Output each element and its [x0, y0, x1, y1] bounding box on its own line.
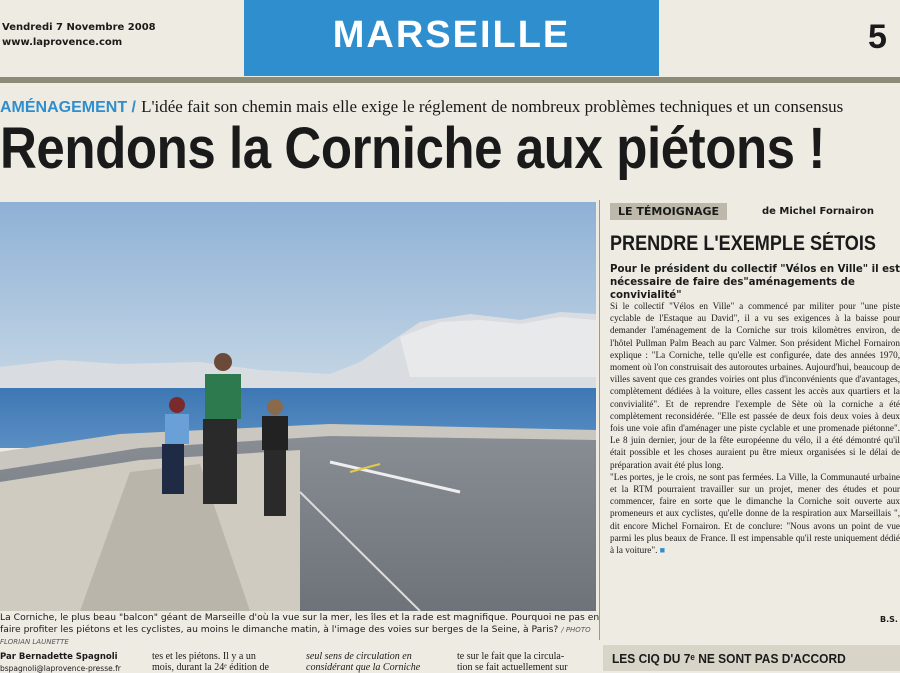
photo-caption [0, 612, 600, 648]
bottom-box-title: LES CIQ DU 7ᵉ NE SONT PAS D'ACCORD [612, 651, 846, 666]
website-url: www.laprovence.com [2, 37, 123, 48]
section-banner [244, 0, 659, 76]
sidebar-title: PRENDRE L'EXEMPLE SÉTOIS [610, 232, 876, 255]
sidebar-tag: LE TÉMOIGNAGE [610, 203, 727, 220]
col2-line-2: considérant que la Corniche [306, 662, 421, 673]
col2-line-1: seul sens de circulation en [306, 651, 412, 662]
issue-date: Vendredi 7 Novembre 2008 [2, 22, 156, 33]
end-mark: ■ [659, 545, 666, 556]
headline: Rendons la Corniche aux piétons ! [0, 116, 825, 181]
sidebar-signature: B.S. [880, 615, 898, 624]
author-email: bspagnoli@laprovence-presse.fr [0, 664, 121, 673]
header-rule [0, 77, 900, 83]
article-column-1 [152, 651, 269, 673]
byline: Par Bernadette Spagnoli [0, 652, 118, 662]
page-number: 5 [868, 18, 887, 56]
corniche-photo [0, 202, 596, 611]
sidebar-paragraph-1: Si le collectif "Vélos en Ville" a commencé par militer pour "une piste cyclable de l'Estaque au David", il a vu ses exigences à la baisse pour demander l'aménagement de la Corniche sur trois kilomètres environ, de l'hôtel Pullman Palm Beach au parc Valmer. Son président Michel Fornairon explique : "La Corniche, telle qu'elle est configurée, date des années 1970, moment où l'on construisait des autoroutes urbaines. Aujourd'hui, beaucoup de villes savent que ces grandes voiries ont plus d'inconvénients que d'avantages, complètement dédiées à la voiture, elles cassent les accès aux quartiers et la convivialité". Et de reprendre l'exemple de Sète où la corniche a été complètement reconsidérée. "Elle est passée de deux fois deux voies à deux fois une voie afin d'aménager une piste cyclable et une promenade piétonne". Le 8 juin dernier, jour de la fête européenne du vélo, il a été démontré qu'il était possible et les choses auraient pu être mieux organisées si le délai de préparation avait été plus long. [610, 301, 900, 470]
photo-credit: / PHOTO FLORIAN LAUNETTE [0, 626, 591, 646]
sidebar-paragraph-2: "Les portes, je le crois, ne sont pas fermées. La Ville, la Communauté urbaine et la RTM pourraient travailler sur un projet, mener des études et pour commencer, faire en sorte que le dimanche la Corniche soit ouverte aux promeneurs et aux cyclistes, qu'elle donne de la respiration aux Marseillais ", dit encore Michel Fornairon. Et de conclure: "Nous avons un point de vue parmi les plus beaux de France. Il est impensable qu'il reste uniquement dédié à la voiture". [610, 471, 900, 556]
col3-line-2: tion se fait actuellement sur [457, 662, 568, 673]
kicker [0, 97, 843, 117]
kicker-tag: AMÉNAGEMENT / [0, 99, 136, 116]
sidebar-author: de Michel Fornairon [762, 206, 874, 217]
sidebar-body [610, 300, 900, 556]
kicker-text: L'idée fait son chemin mais elle exige le réglement de nombreux problèmes techniques et un consensus [141, 97, 844, 116]
section-title: MARSEILLE [332, 14, 571, 56]
col1-line-2: mois, durant la 24ᵉ édition de [152, 662, 269, 673]
col1-line-1: tes et les piétons. Il y a un [152, 651, 256, 662]
sidebar-lead: Pour le président du collectif "Vélos en Ville" il est nécessaire de faire des"aménagements de convivialité" [610, 264, 900, 301]
article-column-2 [306, 651, 420, 673]
col3-line-1: te sur le fait que la circula- [457, 651, 565, 662]
caption-text: La Corniche, le plus beau "balcon" géant de Marseille d'où la vue sur la mer, les îles et la rade est magnifique. Pourquoi ne pas en faire profiter les piétons et les cyclistes, au moins le dimanche matin, à l'image des voies sur berges de la Seine, à Paris? [0, 612, 600, 635]
column-divider [599, 200, 600, 640]
article-column-3 [457, 651, 568, 673]
